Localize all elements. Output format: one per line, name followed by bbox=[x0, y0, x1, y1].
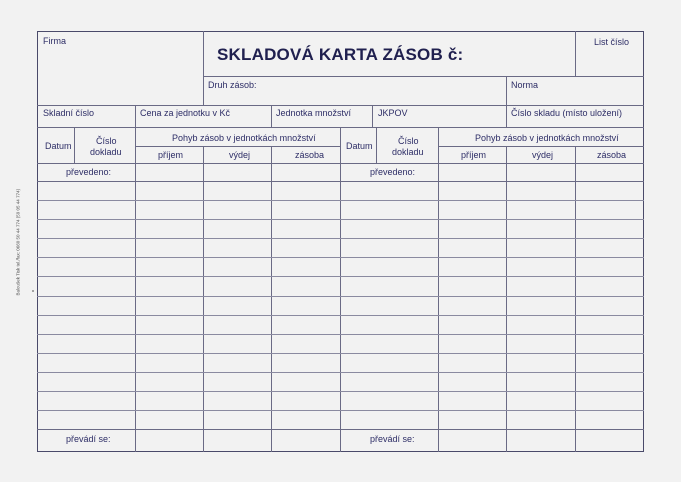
table-row-line bbox=[37, 315, 644, 316]
right-prevedeno-label: převedeno: bbox=[370, 167, 416, 177]
col-right-cislo bbox=[438, 127, 439, 452]
table-head-bottom bbox=[37, 163, 644, 164]
left-zasoba-label: zásoba bbox=[295, 150, 325, 160]
table-row-line bbox=[37, 372, 644, 373]
table-row-line bbox=[37, 391, 644, 392]
left-datum-label: Datum bbox=[45, 141, 72, 151]
printer-imprint: Baloušek Tisk tel./fax: 0660 50 44 774 (59 05 44 774) bbox=[15, 188, 21, 296]
col-right-zasoba bbox=[575, 146, 576, 452]
right-prevadi-label: převádí se: bbox=[370, 434, 415, 444]
col-left-cislo bbox=[135, 127, 136, 452]
right-cislo-label: Číslo bbox=[398, 136, 419, 146]
col-left-zasoba bbox=[271, 146, 272, 452]
left-dokladu-label: dokladu bbox=[90, 147, 122, 157]
prevedeno-bottom bbox=[37, 181, 644, 182]
right-pohyb-label: Pohyb zásob v jednotkách množství bbox=[475, 133, 619, 143]
norma-label: Norma bbox=[511, 80, 539, 90]
col-mid bbox=[340, 127, 341, 452]
norma-divider bbox=[506, 76, 507, 105]
right-prijem-label: příjem bbox=[461, 150, 487, 160]
list-cislo-label: List číslo bbox=[594, 37, 630, 47]
left-vydej-label: výdej bbox=[229, 150, 251, 160]
info-div-4 bbox=[506, 105, 507, 127]
list-divider bbox=[575, 31, 576, 76]
punch-mark bbox=[32, 290, 34, 292]
col-left-vydej bbox=[203, 146, 204, 452]
table-row-line bbox=[37, 276, 644, 277]
table-row-line bbox=[37, 410, 644, 411]
table-row-line bbox=[37, 200, 644, 201]
prevadi-top bbox=[37, 429, 644, 430]
table-row-line bbox=[37, 353, 644, 354]
left-prevedeno-label: převedeno: bbox=[66, 167, 112, 177]
cislo-skladu-label: Číslo skladu (místo uložení) bbox=[511, 108, 623, 118]
left-cislo-label: Číslo bbox=[96, 136, 117, 146]
right-dokladu-label: dokladu bbox=[392, 147, 424, 157]
table-row-line bbox=[37, 334, 644, 335]
firma-divider bbox=[203, 31, 204, 105]
left-prevadi-label: převádí se: bbox=[66, 434, 111, 444]
left-pohyb-label: Pohyb zásob v jednotkách množství bbox=[172, 133, 316, 143]
table-row-line bbox=[37, 257, 644, 258]
right-zasoba-label: zásoba bbox=[597, 150, 627, 160]
col-right-datum bbox=[376, 127, 377, 163]
col-left-datum bbox=[74, 127, 75, 163]
firma-label: Firma bbox=[43, 36, 66, 46]
cena-label: Cena za jednotku v Kč bbox=[140, 108, 231, 118]
druh-zasob-label: Druh zásob: bbox=[208, 80, 257, 90]
right-datum-label: Datum bbox=[346, 141, 373, 151]
jednotka-label: Jednotka množství bbox=[276, 108, 352, 118]
form-title: SKLADOVÁ KARTA ZÁSOB č: bbox=[217, 45, 464, 64]
right-vydej-label: výdej bbox=[532, 150, 554, 160]
header-bottom bbox=[37, 105, 644, 106]
info-div-3 bbox=[372, 105, 373, 127]
jkpov-label: JKPOV bbox=[378, 108, 408, 118]
table-row-line bbox=[37, 296, 644, 297]
title-underline bbox=[203, 76, 644, 77]
col-right-vydej bbox=[506, 146, 507, 452]
skladni-cislo-label: Skladní číslo bbox=[43, 108, 95, 118]
info-div-1 bbox=[135, 105, 136, 127]
pohyb-sub-left bbox=[135, 146, 340, 147]
table-row-line bbox=[37, 219, 644, 220]
left-prijem-label: příjem bbox=[158, 150, 184, 160]
pohyb-sub-right bbox=[438, 146, 644, 147]
table-row-line bbox=[37, 238, 644, 239]
info-div-2 bbox=[271, 105, 272, 127]
